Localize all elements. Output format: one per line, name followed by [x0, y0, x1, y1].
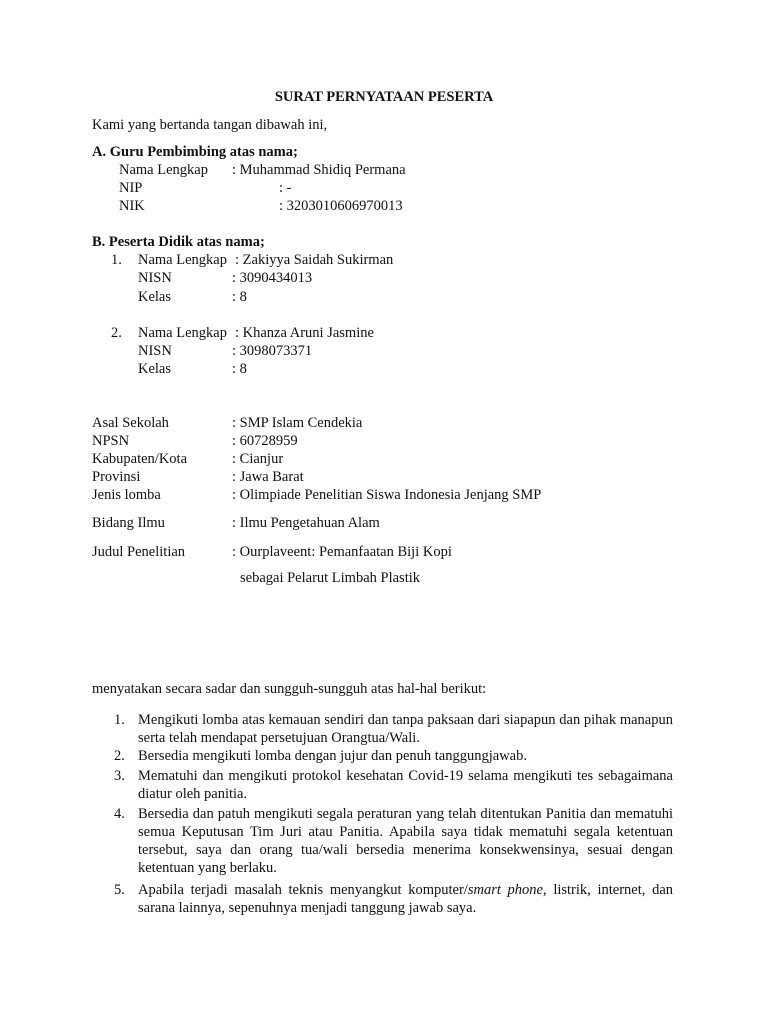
document-title: SURAT PERNYATAAN PESERTA	[274, 89, 494, 105]
statement-text: menyatakan secara sadar dan sungguh-sungguh atas hal-hal berikut:	[92, 681, 487, 697]
bidang-ilmu-value: : Ilmu Pengetahuan Alam	[232, 515, 380, 531]
student-1-kelas-value: : 8	[232, 289, 247, 305]
section-a-heading: A. Guru Pembimbing atas nama;	[92, 144, 298, 160]
guru-nip-label: NIP	[119, 180, 143, 196]
student-2-number: 2.	[111, 325, 122, 341]
guru-nip-value: : -	[279, 180, 292, 196]
npsn-value: : 60728959	[232, 433, 298, 449]
provinsi-label: Provinsi	[92, 469, 141, 485]
list-item-number: 5.	[114, 882, 125, 898]
guru-name-value: : Muhammad Shidiq Permana	[232, 162, 406, 178]
list-item-text: Mematuhi dan mengikuti protokol kesehatan Covid-19 selama mengikuti tes sebagaimana diatur oleh panitia.	[138, 768, 673, 802]
student-1-kelas-label: Kelas	[138, 289, 172, 305]
list-item-text-part: , listrik, internet, dan sarana lainnya, sepenuhnya menjadi tanggung jawab saya.	[138, 882, 674, 916]
section-b-heading: B. Peserta Didik atas nama;	[92, 234, 265, 250]
list-item-number: 4.	[114, 806, 125, 822]
list-item-number: 2.	[114, 748, 125, 764]
kabupaten-value: : Cianjur	[232, 451, 284, 467]
guru-name-label: Nama Lengkap	[119, 162, 208, 178]
judul-penelitian-value: : Ourplaveent: Pemanfaatan Biji Kopi	[232, 544, 452, 560]
jenis-lomba-value: : Olimpiade Penelitian Siswa Indonesia Jenjang SMP	[232, 487, 542, 503]
list-item-text: Bersedia mengikuti lomba dengan jujur dan penuh tanggungjawab.	[138, 748, 527, 764]
student-2-nisn-value: : 3098073371	[232, 343, 313, 359]
list-item-text-part: Apabila terjadi masalah teknis menyangkut komputer/	[138, 882, 468, 898]
list-item-number: 1.	[114, 712, 125, 728]
student-1-nisn-label: NISN	[138, 270, 172, 286]
list-item-text: Mengikuti lomba atas kemauan sendiri dan tanpa paksaan dari siapapun dan pihak manapun serta telah mendapat persetujuan Orangtua/Wali.	[138, 712, 673, 746]
list-item-text-italic: smart phone	[467, 882, 543, 898]
bidang-ilmu-label: Bidang Ilmu	[92, 515, 165, 531]
guru-nik-value: : 3203010606970013	[279, 198, 403, 214]
jenis-lomba-label: Jenis lomba	[92, 487, 161, 503]
student-2-nisn-label: NISN	[138, 343, 172, 359]
asal-sekolah-value: : SMP Islam Cendekia	[232, 415, 363, 431]
judul-penelitian-line2: sebagai Pelarut Limbah Plastik	[240, 570, 421, 586]
list-item-text	[138, 881, 673, 917]
npsn-label: NPSN	[92, 433, 130, 449]
judul-penelitian-label: Judul Penelitian	[92, 544, 186, 560]
intro-text: Kami yang bertanda tangan dibawah ini,	[92, 117, 328, 133]
student-1-nisn-value: : 3090434013	[232, 270, 313, 286]
student-2-kelas-label: Kelas	[138, 361, 172, 377]
guru-nik-label: NIK	[119, 198, 145, 214]
student-1-name-label: Nama Lengkap	[138, 252, 227, 268]
student-2-kelas-value: : 8	[232, 361, 247, 377]
student-2-name-value: : Khanza Aruni Jasmine	[235, 325, 374, 341]
student-1-name-value: : Zakiyya Saidah Sukirman	[235, 252, 394, 268]
list-item-number: 3.	[114, 768, 125, 784]
kabupaten-label: Kabupaten/Kota	[92, 451, 188, 467]
provinsi-value: : Jawa Barat	[232, 469, 304, 485]
student-1-number: 1.	[111, 252, 122, 268]
asal-sekolah-label: Asal Sekolah	[92, 415, 169, 431]
student-2-name-label: Nama Lengkap	[138, 325, 227, 341]
list-item-text: Bersedia dan patuh mengikuti segala peraturan yang telah ditentukan Panitia dan mematuhi semua Keputusan Tim Juri atau Panitia. Apabila saya tidak mematuhi segala ketentuan tersebut, saya dan orang tua/wali bersedia menerima konsekwensinya, sesuai dengan ketentuan yang berlaku.	[138, 806, 673, 876]
